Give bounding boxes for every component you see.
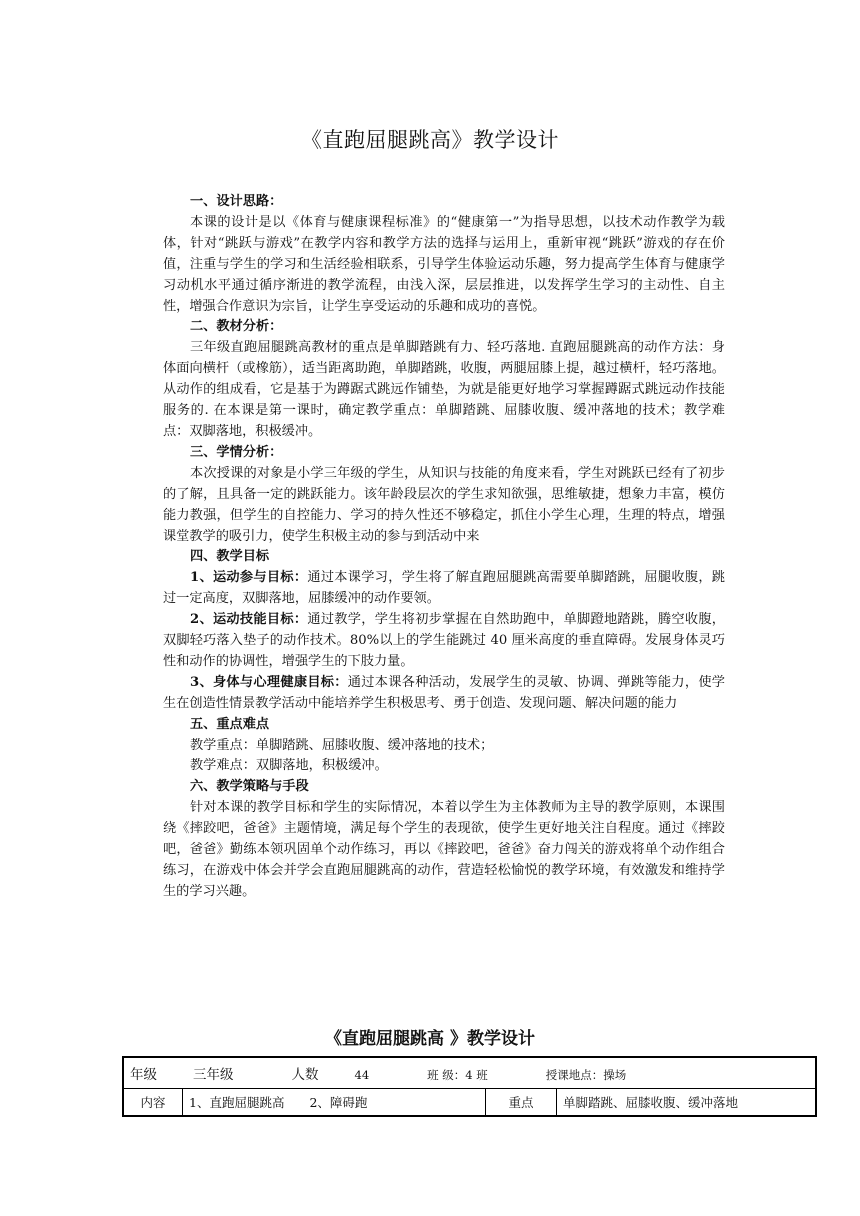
section-text-material-analysis: 三年级直跑屈腿跳高教材的重点是单脚踏跳有力、轻巧落地. 直跑屈腿跳高的动作方法：身体面向横杆（或橡筋），适当距离助跑，单脚踏跳，收腹，两腿屈膝上提，越过横杆，轻巧落地。从动作的组成看，它是基于为蹲踞式跳远作铺垫，为就是能更好地学习掌握蹲踞式跳远动作技能服务的. 在本课是第一课时，确定教学重点：单脚踏跳、屈膝收腹、缓冲落地的技术；教学难点：双脚落地，积极缓冲。 — [163, 340, 725, 439]
goal-text: 通过本课学习，学生将了解直跑屈腿跳高需要单脚踏跳，屈腿收腹，跳过一定高度，双脚落地，屈膝缓冲的动作要领。 — [163, 570, 725, 607]
goal-item — [163, 568, 725, 610]
content-value-cell: 1、直跑屈腿跳高 2、障碍跑 — [183, 1089, 486, 1117]
section-heading-design-idea: 一、设计思路： — [190, 194, 283, 209]
class-text: 班 级：4 班 — [427, 1068, 488, 1082]
grade-value: 三年级 — [193, 1067, 234, 1083]
table-row — [123, 1057, 816, 1089]
goal-label: 2、运动技能目标： — [190, 612, 308, 628]
focus-value-cell: 单脚踏跳、屈膝收腹、缓冲落地 — [557, 1089, 817, 1117]
section-heading-key-points: 五、重点难点 — [190, 716, 270, 732]
count-value: 44 — [354, 1068, 370, 1082]
section-text-strategy: 针对本课的教学目标和学生的实际情况，本着以学生为主体教师为主导的教学原则，本课围绕《摔跤吧，爸爸》主题情境，满足每个学生的表现欲，使学生更好地关注自程度。通过《摔跤吧，爸爸》勤练本领巩固单个动作练习，再以《摔跤吧，爸爸》奋力闯关的游戏将单个动作组合练习，在游戏中体会并学会直跑屈腿跳高的动作，营造轻松愉悦的教学环境，有效激发和维持学生的学习兴趣。 — [163, 800, 725, 899]
goal-item — [163, 673, 725, 715]
goal-text: 通过教学，学生将初步掌握在自然助跑中，单脚蹬地踏跳，腾空收腹，双脚轻巧落入垫子的动作技术。80%以上的学生能跳过 40 厘米高度的垂直障碍。发展身体灵巧性和动作的协调性，增强学生的下肢力量。 — [163, 612, 725, 669]
section-heading-teaching-goals: 四、教学目标 — [190, 549, 270, 565]
table-cell-header — [123, 1057, 816, 1089]
difficulty-text: 教学难点：双脚落地，积极缓冲。 — [190, 758, 388, 774]
document-title: 《直跑屈腿跳高》教学设计 — [301, 128, 559, 152]
key-point-text: 教学重点：单脚踏跳、屈膝收腹、缓冲落地的技术； — [190, 737, 494, 753]
table-title: 《直跑屈腿跳高 》教学设计 — [325, 1029, 535, 1049]
section-text-design-idea: 本课的设计是以《体育与健康课程标准》的“健康第一”为指导思想，以技术动作教学为载体，针对“跳跃与游戏”在教学内容和教学方法的选择与运用上，重新审视“跳跃”游戏的存在价值，注重与学生的学习和生活经验相联系，引导学生体验运动乐趣，努力提高学生体育与健康学习动机水平通过循序渐进的教学流程，由浅入深，层层推进，以发挥学生学习的主动性、自主性，增强合作意识为宗旨，让学生享受运动的乐趣和成功的喜悦。 — [163, 214, 725, 314]
focus-label-cell: 重点 — [486, 1089, 557, 1117]
location-text: 授课地点：操场 — [545, 1068, 627, 1082]
section-heading-student-analysis: 三、学情分析： — [190, 444, 283, 460]
count-label: 人数 — [291, 1067, 319, 1083]
table-row — [123, 1089, 816, 1117]
grade-label: 年级 — [130, 1067, 157, 1083]
lesson-info-table — [122, 1056, 817, 1117]
goal-text: 通过本课各种活动，发展学生的灵敏、协调、弹跳等能力，使学生在创造性情景教学活动中能培养学生积极思考、勇于创造、发现问题、解决问题的能力 — [163, 674, 725, 711]
goal-label: 3、身体与心理健康目标： — [190, 674, 348, 690]
goal-label: 1、运动参与目标： — [190, 570, 308, 586]
goal-item — [163, 610, 725, 673]
document-body — [163, 192, 725, 903]
section-heading-material-analysis: 二、教材分析： — [190, 319, 283, 335]
section-heading-strategy: 六、教学策略与手段 — [190, 779, 309, 795]
content-label-cell: 内容 — [123, 1089, 183, 1117]
section-text-student-analysis: 本次授课的对象是小学三年级的学生，从知识与技能的角度来看，学生对跳跃已经有了初步的了解，且具备一定的跳跃能力。该年龄段层次的学生求知欲强，思维敏捷，想象力丰富，模仿能力教强，但学生的自控能力、学习的持久性还不够稳定，抓住小学生心理，生理的特点，增强课堂教学的吸引力，使学生积极主动的参与到活动中来 — [163, 465, 725, 544]
